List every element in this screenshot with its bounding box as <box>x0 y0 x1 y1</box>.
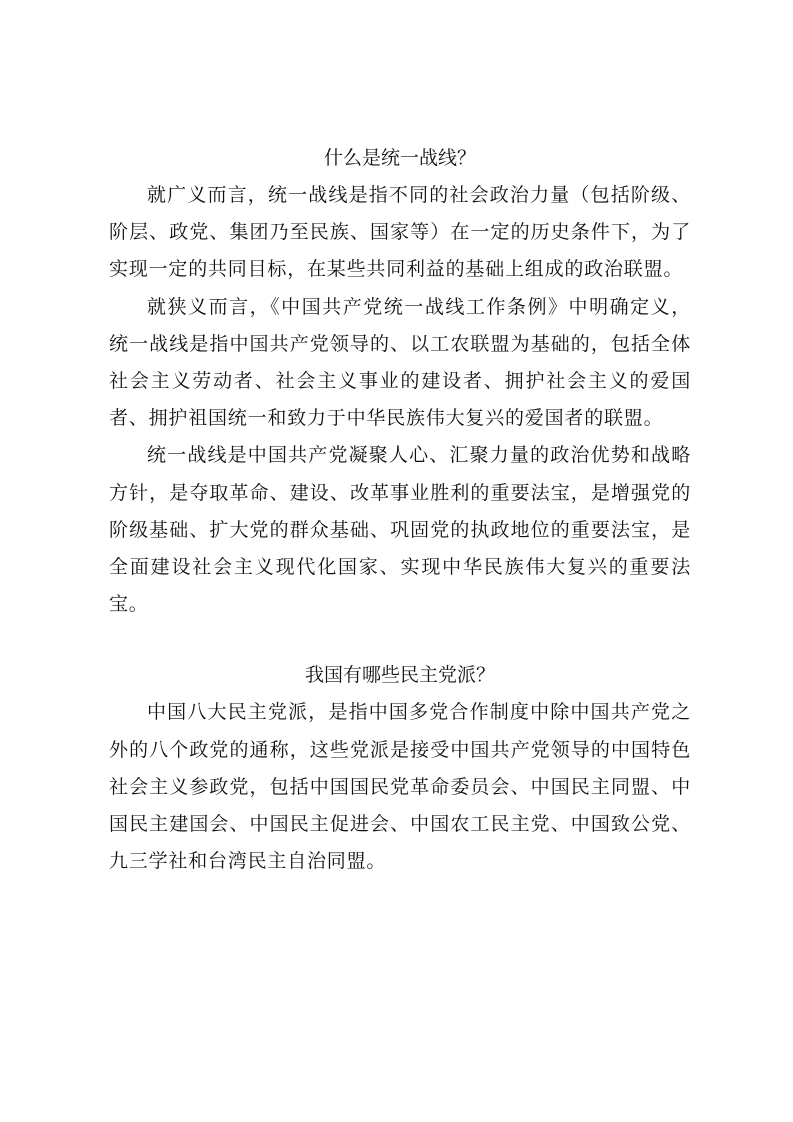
paragraph-significance: 统一战线是中国共产党凝聚人心、汇聚力量的政治优势和战略方针，是夺取革命、建设、改革事业胜利的重要法宝，是增强党的阶级基础、扩大党的群众基础、巩固党的执政地位的重要法宝，是全面建设社会主义现代化国家、实现中华民族伟大复兴的重要法宝。 <box>109 444 691 616</box>
paragraph-narrow-definition: 就狭义而言，《中国共产党统一战线工作条例》中明确定义，统一战线是指中国共产党领导的、以工农联盟为基础的，包括全体社会主义劳动者、社会主义事业的建设者、拥护社会主义的爱国者、拥护祖国统一和致力于中华民族伟大复兴的爱国者的联盟。 <box>109 295 691 430</box>
paragraph-broad-definition: 就广义而言，统一战线是指不同的社会政治力量（包括阶级、阶层、政党、集团乃至民族、国家等）在一定的历史条件下，为了实现一定的共同目标，在某些共同利益的基础上组成的政治联盟。 <box>109 184 691 281</box>
paragraph-eight-parties: 中国八大民主党派，是指中国多党合作制度中除中国共产党之外的八个政党的通称，这些党派是接受中国共产党领导的中国特色社会主义参政党，包括中国国民党革命委员会、中国民主同盟、中国民主建国会、中国民主促进会、中国农工民主党、中国致公党、九三学社和台湾民主自治同盟。 <box>109 701 691 873</box>
section-democratic-parties <box>109 657 691 880</box>
document-body <box>109 140 691 880</box>
section-title: 什么是统一战线？ <box>323 147 476 169</box>
section-united-front <box>109 140 691 623</box>
section-title: 我国有哪些民主党派？ <box>304 664 495 687</box>
